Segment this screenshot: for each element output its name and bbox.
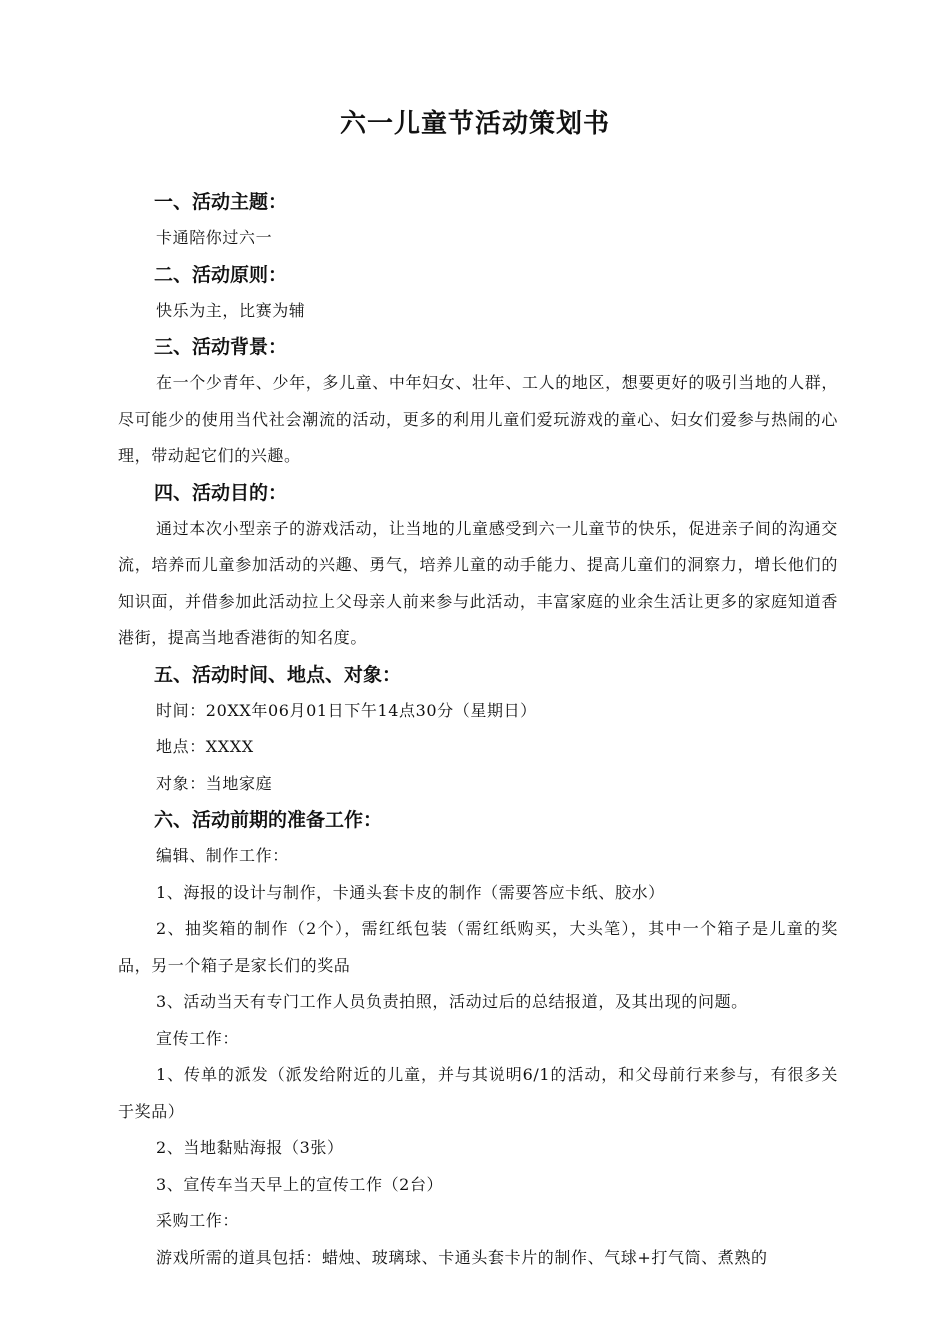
section-paragraph-place: 地点：XXXX <box>156 737 254 756</box>
section-paragraph: 游戏所需的道具包括：蜡烛、玻璃球、卡通头套卡片的制作、气球+打气筒、煮熟的 <box>156 1247 768 1267</box>
section-paragraph: 卡通陪你过六一 <box>156 228 273 247</box>
section-paragraph: 3、活动当天有专门工作人员负责拍照，活动过后的总结报道，及其出现的问题。 <box>156 992 748 1011</box>
section-paragraph: 宣传工作： <box>156 1028 240 1048</box>
section-paragraph: 编辑、制作工作： <box>156 846 289 865</box>
section-heading-time-place-audience: 五、活动时间、地点、对象： <box>154 663 402 686</box>
section-paragraph-time: 时间：20XX年06月01日下午14点30分（星期日） <box>156 700 537 720</box>
section-heading-preparation: 六、活动前期的准备工作： <box>154 809 383 831</box>
section-paragraph: 采购工作： <box>156 1211 240 1230</box>
section-heading-theme: 一、活动主题： <box>154 191 288 213</box>
section-paragraph-audience: 对象：当地家庭 <box>156 773 273 793</box>
section-paragraph: 2、抽奖箱的制作（2个），需红纸包装（需红纸购买，大头笔），其中一个箱子是儿童的奖品，另一个箱子是家长们的奖品 <box>118 919 838 975</box>
section-heading-purpose: 四、活动目的： <box>154 481 288 504</box>
section-heading-principle: 二、活动原则： <box>154 263 288 286</box>
section-paragraph: 1、海报的设计与制作，卡通头套卡皮的制作（需要答应卡纸、胶水） <box>156 882 665 902</box>
section-heading-background: 三、活动背景： <box>154 336 288 358</box>
document-body <box>118 184 838 1276</box>
section-paragraph: 快乐为主，比赛为辅 <box>156 300 306 320</box>
section-paragraph: 2、当地黏贴海报（3张） <box>156 1138 344 1157</box>
section-paragraph: 在一个少青年、少年，多儿童、中年妇女、壮年、工人的地区，想要更好的吸引当地的人群，尽可能少的使用当代社会潮流的活动，更多的利用儿童们爱玩游戏的童心、妇女们爱参与热闹的心理，带动起它们的兴趣。 <box>118 373 838 465</box>
section-paragraph: 3、宣传车当天早上的宣传工作（2台） <box>156 1174 444 1194</box>
section-paragraph: 通过本次小型亲子的游戏活动，让当地的儿童感受到六一儿童节的快乐，促进亲子间的沟通交流，培养而儿童参加活动的兴趣、勇气，培养儿童的动手能力、提高儿童们的洞察力，增长他们的知识面，并借参加此活动拉上父母亲人前来参与此活动，丰富家庭的业余生活让更多的家庭知道香港街，提高当地香港街的知名度。 <box>118 518 838 647</box>
document-title: 六一儿童节活动策划书 <box>339 109 610 139</box>
section-paragraph: 1、传单的派发（派发给附近的儿童，并与其说明6/1的活动，和父母前行来参与，有很多关于奖品） <box>118 1065 838 1121</box>
